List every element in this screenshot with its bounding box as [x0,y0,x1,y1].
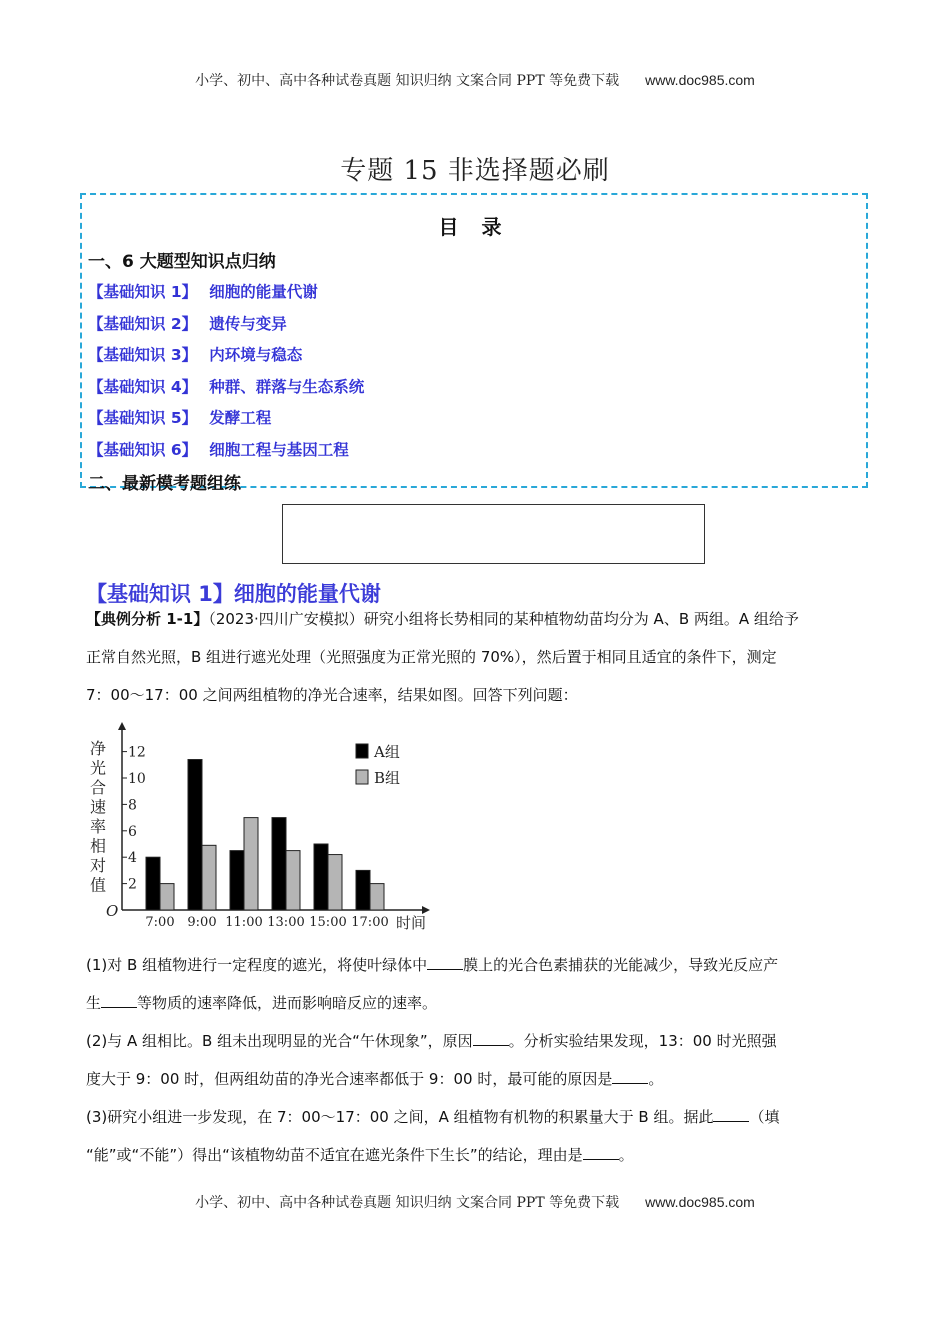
toc-item-label: 内环境与稳态 [209,346,303,364]
y-tick-label: 12 [128,744,146,761]
document-title: 专题 15 非选择题必刷 [340,156,610,186]
toc-section-2[interactable]: 二、最新模考题组练 [88,474,241,494]
page-footer [0,1192,950,1212]
x-tick-label: 9:00 [187,915,217,930]
q2-text: (2)与 A 组相比。B 组未出现明显的光合“午休现象”，原因 [86,1032,473,1050]
bar [314,844,328,910]
x-tick-label: 17:00 [351,915,389,930]
bar-chart [86,718,436,933]
page-header [0,70,950,90]
toc-item-tag: 【基础知识 6】 [88,441,198,459]
toc-item-tag: 【基础知识 1】 [88,283,198,301]
toc-item-tag: 【基础知识 2】 [88,315,198,333]
bar [272,818,286,910]
bar [230,851,244,910]
y-axis-label: 光 [90,758,107,778]
example-line-1: 研究小组将长势相同的某种植物幼苗均分为 A、B 两组。A 组给予 [363,610,799,628]
section-heading: 【基础知识 1】细胞的能量代谢 [86,582,381,606]
y-axis-label: 相 [90,836,107,856]
toc-item-tag: 【基础知识 4】 [88,378,198,396]
toc-item-tag: 【基础知识 5】 [88,409,198,427]
x-tick-label: 13:00 [267,915,305,930]
example-line-2: 正常自然光照，B 组进行遮光处理（光照强度为正常光照的 70%），然后置于相同且适宜的条件下，测定 [86,648,777,666]
bar [202,845,216,910]
bar [188,760,202,910]
example-intro [86,600,861,714]
table-of-contents [80,193,868,494]
toc-item-label: 细胞工程与基因工程 [209,441,349,459]
q2-text: 。分析实验结果发现，13：00 时光照强 [508,1032,777,1050]
legend-swatch [356,770,368,784]
y-tick-label: 10 [128,771,146,787]
bar [356,870,370,910]
header-text: 小学、初中、高中各种试卷真题 知识归纳 文案合同 PPT 等免费下载 [195,73,620,89]
toc-item-label: 发酵工程 [209,409,272,427]
q3-text: (3)研究小组进一步发现，在 7：00～17：00 之间，A 组植物有机物的积累量大于 B 组。据此 [86,1108,714,1126]
x-tick-label: 7:00 [145,915,175,930]
toc-item-label: 细胞的能量代谢 [209,283,318,301]
toc-heading: 目 录 [438,215,510,239]
chart-canvas [86,718,436,933]
footer-text: 小学、初中、高中各种试卷真题 知识归纳 文案合同 PPT 等免费下载 [195,1195,620,1211]
x-tick-label: 15:00 [309,915,347,930]
empty-frame [282,504,705,564]
bar [370,884,384,910]
toc-item-2[interactable] [88,312,287,334]
q1-text: 生 [86,994,102,1012]
y-axis-label: 率 [90,817,107,836]
toc-item-1[interactable] [88,280,318,302]
toc-item-6[interactable] [88,438,349,460]
example-line-3: 7：00～17：00 之间两组植物的净光合速率，结果如图。回答下列问题： [86,686,578,704]
question-1 [86,946,861,1174]
legend-label: A组 [374,743,400,761]
toc-item-label: 遗传与变异 [209,315,287,333]
answer-blank[interactable] [473,1031,509,1046]
x-axis-label: 时间 [396,914,427,932]
toc-item-5[interactable] [88,406,271,428]
header-url[interactable]: www.doc985.com [645,72,755,88]
bar [160,884,174,910]
x-tick-label: 11:00 [225,915,263,930]
footer-url[interactable]: www.doc985.com [645,1194,755,1210]
q1-text: (1)对 B 组植物进行一定程度的遮光，将使叶绿体中 [86,956,428,974]
y-axis-label: 值 [90,875,107,895]
q2-text: 。 [648,1070,664,1088]
y-tick-label: 4 [128,850,137,867]
answer-blank[interactable] [101,993,137,1008]
toc-item-tag: 【基础知识 3】 [88,346,198,364]
answer-blank[interactable] [713,1107,749,1122]
bar [286,851,300,910]
y-axis-label: 对 [90,856,107,875]
legend-swatch [356,744,368,758]
origin-label: O [106,902,119,920]
answer-blank[interactable] [583,1145,619,1160]
q3-text: 。 [618,1146,634,1164]
bar [146,857,160,910]
y-tick-label: 6 [128,823,137,840]
q1-text: 膜上的光合色素捕获的光能减少，导致光反应产 [463,956,779,974]
y-tick-label: 2 [128,876,137,893]
q3-text: （填 [749,1108,780,1126]
y-axis-label: 合 [90,778,107,797]
example-source: （2023·四川广安模拟） [208,610,364,628]
y-tick-label: 8 [128,797,137,814]
legend-label: B组 [374,769,401,787]
y-axis-label: 速 [90,797,107,817]
bar [328,855,342,910]
toc-section-1[interactable]: 一、6 大题型知识点归纳 [88,252,276,272]
q1-text: 等物质的速率降低，进而影响暗反应的速率。 [137,994,438,1012]
q3-text: “能”或“不能”）得出“该植物幼苗不适宜在遮光条件下生长”的结论，理由是 [86,1146,583,1164]
toc-item-4[interactable] [88,375,364,397]
bar [244,818,258,910]
toc-item-label: 种群、群落与生态系统 [209,378,365,396]
answer-blank[interactable] [612,1069,648,1084]
answer-blank[interactable] [427,955,463,970]
example-label: 【典例分析 1-1】 [86,610,209,628]
toc-item-3[interactable] [88,343,302,365]
y-axis-label: 净 [90,739,107,758]
q2-text: 度大于 9：00 时，但两组幼苗的净光合速率都低于 9：00 时，最可能的原因是 [86,1070,613,1088]
